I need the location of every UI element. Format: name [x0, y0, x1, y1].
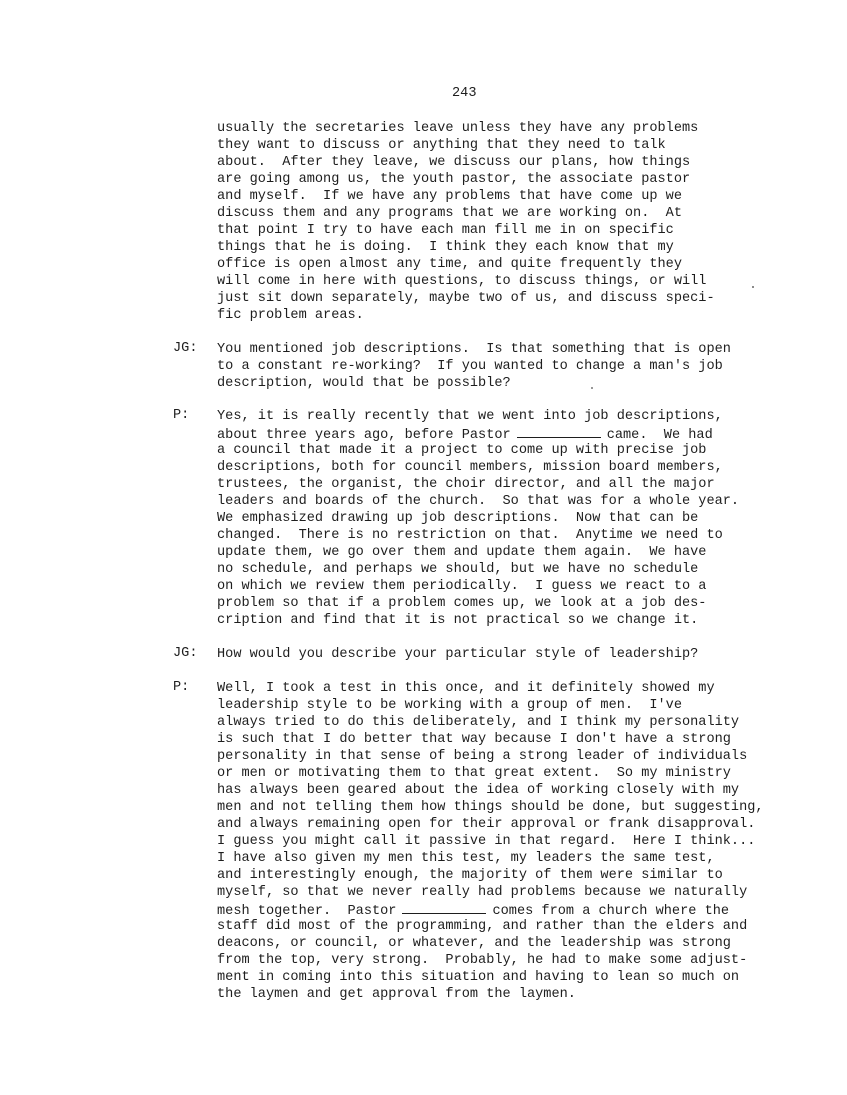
text-line: the laymen and get approval from the laymen.	[217, 987, 576, 1002]
text-line: or men or motivating them to that great extent. So my ministry	[217, 766, 731, 781]
text-line: personality in that sense of being a strong leader of individuals	[217, 749, 748, 764]
text-line: discuss them and any programs that we are working on. At	[217, 206, 682, 221]
text-line: changed. There is no restriction on that. Anytime we need to	[217, 528, 723, 543]
text-line: You mentioned job descriptions. Is that something that is open	[217, 342, 731, 357]
scan-speck	[591, 387, 593, 389]
text-line: and myself. If we have any problems that have come up we	[217, 189, 682, 204]
text-line: no schedule, and perhaps we should, but we have no schedule	[217, 562, 699, 577]
speaker-label: JG:	[173, 341, 198, 356]
scan-speck	[752, 286, 754, 288]
text-line: and interestingly enough, the majority of them were similar to	[217, 868, 723, 883]
text-line: always tried to do this deliberately, and I think my personality	[217, 715, 740, 730]
speaker-label: JG:	[173, 646, 198, 661]
text-line: leadership style to be working with a group of men. I've	[217, 698, 682, 713]
redacted-name-blank	[402, 901, 486, 914]
redacted-name-blank	[517, 425, 601, 438]
text-line: descriptions, both for council members, mission board members,	[217, 460, 723, 475]
text-line: will come in here with questions, to discuss things, or will	[217, 274, 707, 289]
text-line: Yes, it is really recently that we went into job descriptions,	[217, 409, 723, 424]
text-line: to a constant re-working? If you wanted to change a man's job	[217, 359, 723, 374]
text-line: I guess you might call it passive in that regard. Here I think...	[217, 834, 756, 849]
text-line: a council that made it a project to come up with precise job	[217, 443, 707, 458]
speaker-label: P:	[173, 680, 190, 695]
text-line: How would you describe your particular style of leadership?	[217, 647, 699, 662]
text-line: cription and find that it is not practical so we change it.	[217, 613, 699, 628]
text-line: deacons, or council, or whatever, and the leadership was strong	[217, 936, 731, 951]
text-line: We emphasized drawing up job descriptions. Now that can be	[217, 511, 699, 526]
speaker-label: P:	[173, 408, 190, 423]
text-line: is such that I do better that way because I don't have a strong	[217, 732, 731, 747]
text-segment: about three years ago, before Pastor	[217, 428, 511, 443]
text-line: men and not telling them how things should be done, but suggesting,	[217, 800, 764, 815]
text-line: ment in coming into this situation and having to lean so much on	[217, 970, 740, 985]
text-line: staff did most of the programming, and rather than the elders and	[217, 919, 748, 934]
text-line: just sit down separately, maybe two of us, and discuss speci-	[217, 291, 715, 306]
text-line: Well, I took a test in this once, and it definitely showed my	[217, 681, 715, 696]
text-line: problem so that if a problem comes up, we look at a job des-	[217, 596, 707, 611]
text-line: I have also given my men this test, my leaders the same test,	[217, 851, 715, 866]
text-line: they want to discuss or anything that they need to talk	[217, 138, 666, 153]
text-line: trustees, the organist, the choir director, and all the major	[217, 477, 715, 492]
text-line: things that he is doing. I think they each know that my	[217, 240, 674, 255]
text-line: description, would that be possible?	[217, 376, 511, 391]
page-number: 243	[452, 86, 477, 101]
text-line: on which we review them periodically. I guess we react to a	[217, 579, 707, 594]
text-line: update them, we go over them and update them again. We have	[217, 545, 707, 560]
text-line: about. After they leave, we discuss our plans, how things	[217, 155, 691, 170]
text-line: usually the secretaries leave unless they have any problems	[217, 121, 699, 136]
text-segment: comes from a church where the	[492, 904, 730, 919]
text-line: leaders and boards of the church. So that was for a whole year.	[217, 494, 740, 509]
text-line: and always remaining open for their approval or frank disapproval.	[217, 817, 756, 832]
text-line: has always been geared about the idea of working closely with my	[217, 783, 740, 798]
text-line: from the top, very strong. Probably, he had to make some adjust-	[217, 953, 748, 968]
text-line: are going among us, the youth pastor, the associate pastor	[217, 172, 691, 187]
text-segment: came. We had	[606, 428, 713, 443]
text-segment: mesh together. Pastor	[217, 904, 397, 919]
text-line: myself, so that we never really had problems because we naturally	[217, 885, 748, 900]
text-line: that point I try to have each man fill me in on specific	[217, 223, 674, 238]
text-line: office is open almost any time, and quite frequently they	[217, 257, 682, 272]
text-line: fic problem areas.	[217, 308, 364, 323]
